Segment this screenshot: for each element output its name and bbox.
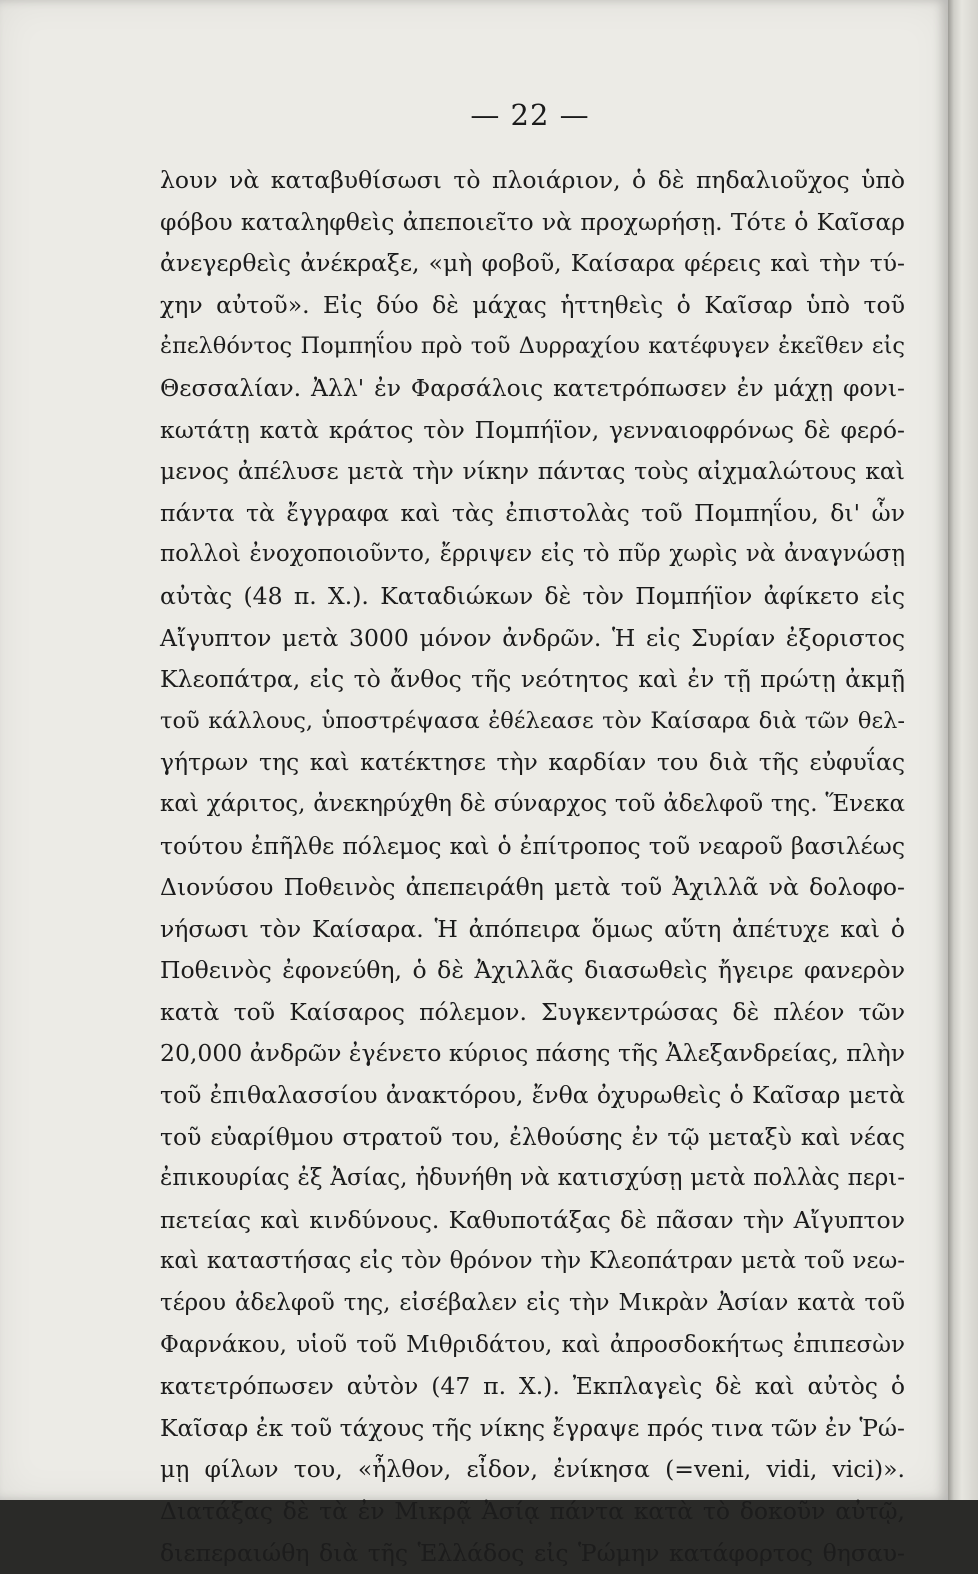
text-line: ἐπικουρίας ἐξ Ἀσίας, ἠδυνήθη νὰ κατισχύσῃ μετὰ πολλὰς περι-	[160, 1165, 905, 1192]
text-line: τοῦ κάλλους, ὑποστρέψασα ἐθέλεασε τὸν Καίσαρα διὰ τῶν θελ-	[160, 707, 905, 734]
text-line: Θεσσαλίαν. Ἀλλ' ἐν Φαρσάλοις κατετρόπωσεν ἐν μάχῃ φονι-	[160, 373, 905, 402]
text-line: διεπεραιώθη διὰ τῆς Ἑλλάδος εἰς Ῥώμην κατάφορτος θησαυ-	[160, 1538, 905, 1567]
text-line: τοῦ εὐαρίθμου στρατοῦ του, ἐλθούσης ἐν τῷ μεταξὺ καὶ νέας	[160, 1122, 905, 1151]
text-line: φόβου καταληφθεὶς ἀπεποιεῖτο νὰ προχωρήσῃ. Τότε ὁ Καῖσαρ	[160, 207, 905, 236]
text-line: Καῖσαρ ἐκ τοῦ τάχους τῆς νίκης ἔγραψε πρός τινα τῶν ἐν Ῥώ-	[160, 1413, 905, 1442]
text-line: κατετρόπωσεν αὐτὸν (47 π. Χ.). Ἐκπλαγεὶς δὲ καὶ αὐτὸς ὁ	[160, 1372, 905, 1401]
text-line: πετείας καὶ κινδύνους. Καθυποτάξας δὲ πᾶσαν τὴν Αἴγυπτον	[160, 1205, 905, 1234]
text-line: Διονύσου Ποθεινὸς ἀπεπειράθη μετὰ τοῦ Ἀχιλλᾶ νὰ δολοφο-	[160, 873, 905, 902]
text-line: ἐπελθόντος Πομπηΐου πρὸ τοῦ Δυρραχίου κατέφυγεν ἐκεῖθεν εἰς	[160, 333, 905, 360]
text-line: καὶ καταστήσας εἰς τὸν θρόνον τὴν Κλεοπάτραν μετὰ τοῦ νεω-	[160, 1248, 905, 1275]
text-line: λουν νὰ καταβυθίσωσι τὸ πλοιάριον, ὁ δὲ πηδαλιοῦχος ὑπὸ	[160, 166, 905, 194]
text-line: Φαρνάκου, υἱοῦ τοῦ Μιθριδάτου, καὶ ἀπροσδοκήτως ἐπιπεσὼν	[160, 1331, 905, 1358]
text-line: χην αὐτοῦ». Εἰς δύο δὲ μάχας ἡττηθεὶς ὁ Καῖσαρ ὑπὸ τοῦ	[160, 290, 905, 319]
text-line: Κλεοπάτρα, εἰς τὸ ἄνθος τῆς νεότητος καὶ ἐν τῇ πρώτῃ ἀκμῇ	[160, 665, 905, 694]
text-line: γήτρων της καὶ κατέκτησε τὴν καρδίαν του διὰ τῆς εὐφυΐας	[160, 748, 905, 777]
text-line: τοῦ ἐπιθαλασσίου ἀνακτόρου, ἔνθα ὀχυρωθεὶς ὁ Καῖσαρ μετὰ	[160, 1081, 905, 1110]
text-line: Ποθεινὸς ἐφονεύθη, ὁ δὲ Ἀχιλλᾶς διασωθεὶς ἤγειρε φανερὸν	[160, 956, 905, 985]
text-line: Διατάξας δὲ τὰ ἐν Μικρᾷ Ἀσίᾳ πάντα κατὰ τὸ δοκοῦν αὐτῷ,	[160, 1497, 905, 1525]
text-line: πάντα τὰ ἔγγραφα καὶ τὰς ἐπιστολὰς τοῦ Πομπηΐου, δι' ὧν	[160, 498, 905, 527]
text-line: αὐτὰς (48 π. Χ.). Καταδιώκων δὲ τὸν Πομπήϊον ἀφίκετο εἰς	[160, 581, 905, 610]
text-line: κατὰ τοῦ Καίσαρος πόλεμον. Συγκεντρώσας δὲ πλέον τῶν	[160, 997, 905, 1026]
body-text	[160, 160, 905, 1574]
page-edge	[948, 0, 978, 1500]
text-line: 20,000 ἀνδρῶν ἐγένετο κύριος πάσης τῆς Ἀλεξανδρείας, πλὴν	[160, 1039, 905, 1068]
text-line: Αἴγυπτον μετὰ 3000 μόνον ἀνδρῶν. Ἡ εἰς Συρίαν ἐξοριστος	[160, 623, 905, 652]
page-number: — 22 —	[470, 98, 590, 132]
text-line: πολλοὶ ἐνοχοποιοῦντο, ἔρριψεν εἰς τὸ πῦρ χωρὶς νὰ ἀναγνώσῃ	[160, 541, 905, 568]
text-line: μῃ φίλων του, «ἦλθον, εἶδον, ἐνίκησα (=veni, vidi, vici)».	[160, 1455, 905, 1484]
text-line: νήσωσι τὸν Καίσαρα. Ἡ ἀπόπειρα ὅμως αὕτη ἀπέτυχε καὶ ὁ	[160, 914, 905, 943]
text-line: ἀνεγερθεὶς ἀνέκραξε, «μὴ φοβοῦ, Καίσαρα φέρεις καὶ τὴν τύ-	[160, 249, 905, 278]
text-line: τούτου ἐπῆλθε πόλεμος καὶ ὁ ἐπίτροπος τοῦ νεαροῦ βασιλέως	[160, 831, 905, 860]
text-line: μενος ἀπέλυσε μετὰ τὴν νίκην πάντας τοὺς αἰχμαλώτους καὶ	[160, 457, 905, 486]
text-line: καὶ χάριτος, ἀνεκηρύχθη δὲ σύναρχος τοῦ ἀδελφοῦ της. Ἕνεκα	[160, 790, 905, 817]
text-line: κωτάτῃ κατὰ κράτος τὸν Πομπήϊον, γενναιοφρόνως δὲ φερό-	[160, 415, 905, 444]
text-line: τέρου ἀδελφοῦ της, εἰσέβαλεν εἰς τὴν Μικρὰν Ἀσίαν κατὰ τοῦ	[160, 1290, 905, 1317]
